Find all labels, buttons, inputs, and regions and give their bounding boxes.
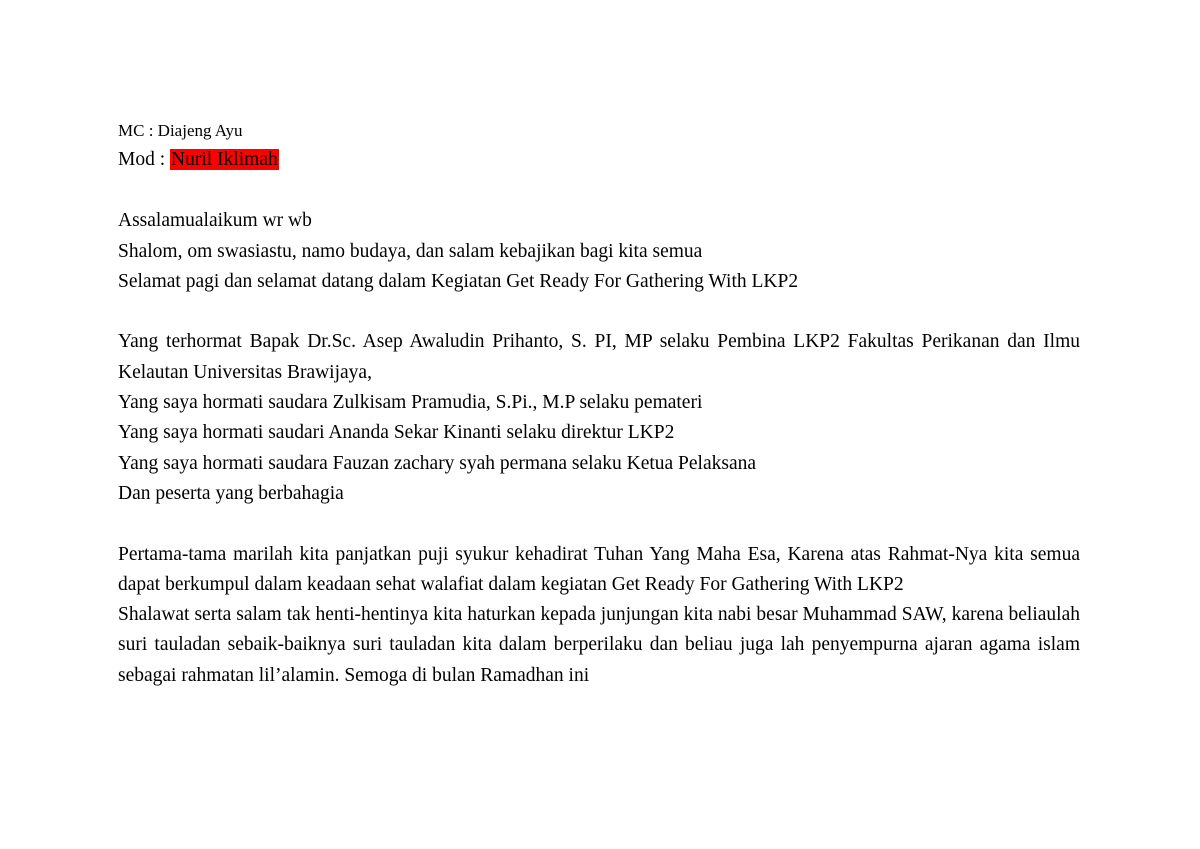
greeting-line: Yang terhormat Bapak Dr.Sc. Asep Awaludin Prihanto, S. PI, MP selaku Pembina LKP2 Fakultas Perikanan dan Ilmu Kelautan Universitas Brawijaya, (118, 331, 1080, 383)
greeting-line: Yang saya hormati saudara Fauzan zachary syah permana selaku Ketua Pelaksana (118, 452, 757, 474)
paragraph-spacer (118, 509, 1080, 539)
moderator-line (118, 144, 1080, 176)
greeting-line: Dan peserta yang berbahagia (118, 482, 344, 504)
mc-line: MC : Diajeng Ayu (118, 121, 243, 140)
opening-line: Shalom, om swasiastu, namo budaya, dan salam kebajikan bagi kita semua (118, 240, 703, 262)
paragraph-spacer (118, 176, 1080, 206)
opening-line: Assalamualaikum wr wb (118, 210, 312, 232)
body-paragraph: Shalawat serta salam tak henti-hentinya kita haturkan kepada junjungan kita nabi besar Muhammad SAW, karena beliaulah suri tauladan sebaik-baiknya suri tauladan kita dalam berperilaku dan beliau juga lah penyempurna ajaran agama islam sebagai rahmatan lil’alamin. Semoga di bulan Ramadhan ini (118, 604, 1080, 686)
document-content (118, 118, 1080, 691)
moderator-name-highlighted: Nuril Iklimah (171, 149, 278, 170)
paragraph-spacer (118, 297, 1080, 327)
moderator-label: Mod : (118, 149, 171, 170)
body-paragraph: Pertama-tama marilah kita panjatkan puji syukur kehadirat Tuhan Yang Maha Esa, Karena atas Rahmat-Nya kita semua dapat berkumpul dalam keadaan sehat walafiat dalam kegiatan Get Ready For Gathering With LKP2 (118, 543, 1080, 595)
opening-line: Selamat pagi dan selamat datang dalam Kegiatan Get Ready For Gathering With LKP2 (118, 270, 799, 292)
greeting-line: Yang saya hormati saudari Ananda Sekar Kinanti selaku direktur LKP2 (118, 422, 675, 444)
greeting-line: Yang saya hormati saudara Zulkisam Pramudia, S.Pi., M.P selaku pemateri (118, 392, 703, 414)
